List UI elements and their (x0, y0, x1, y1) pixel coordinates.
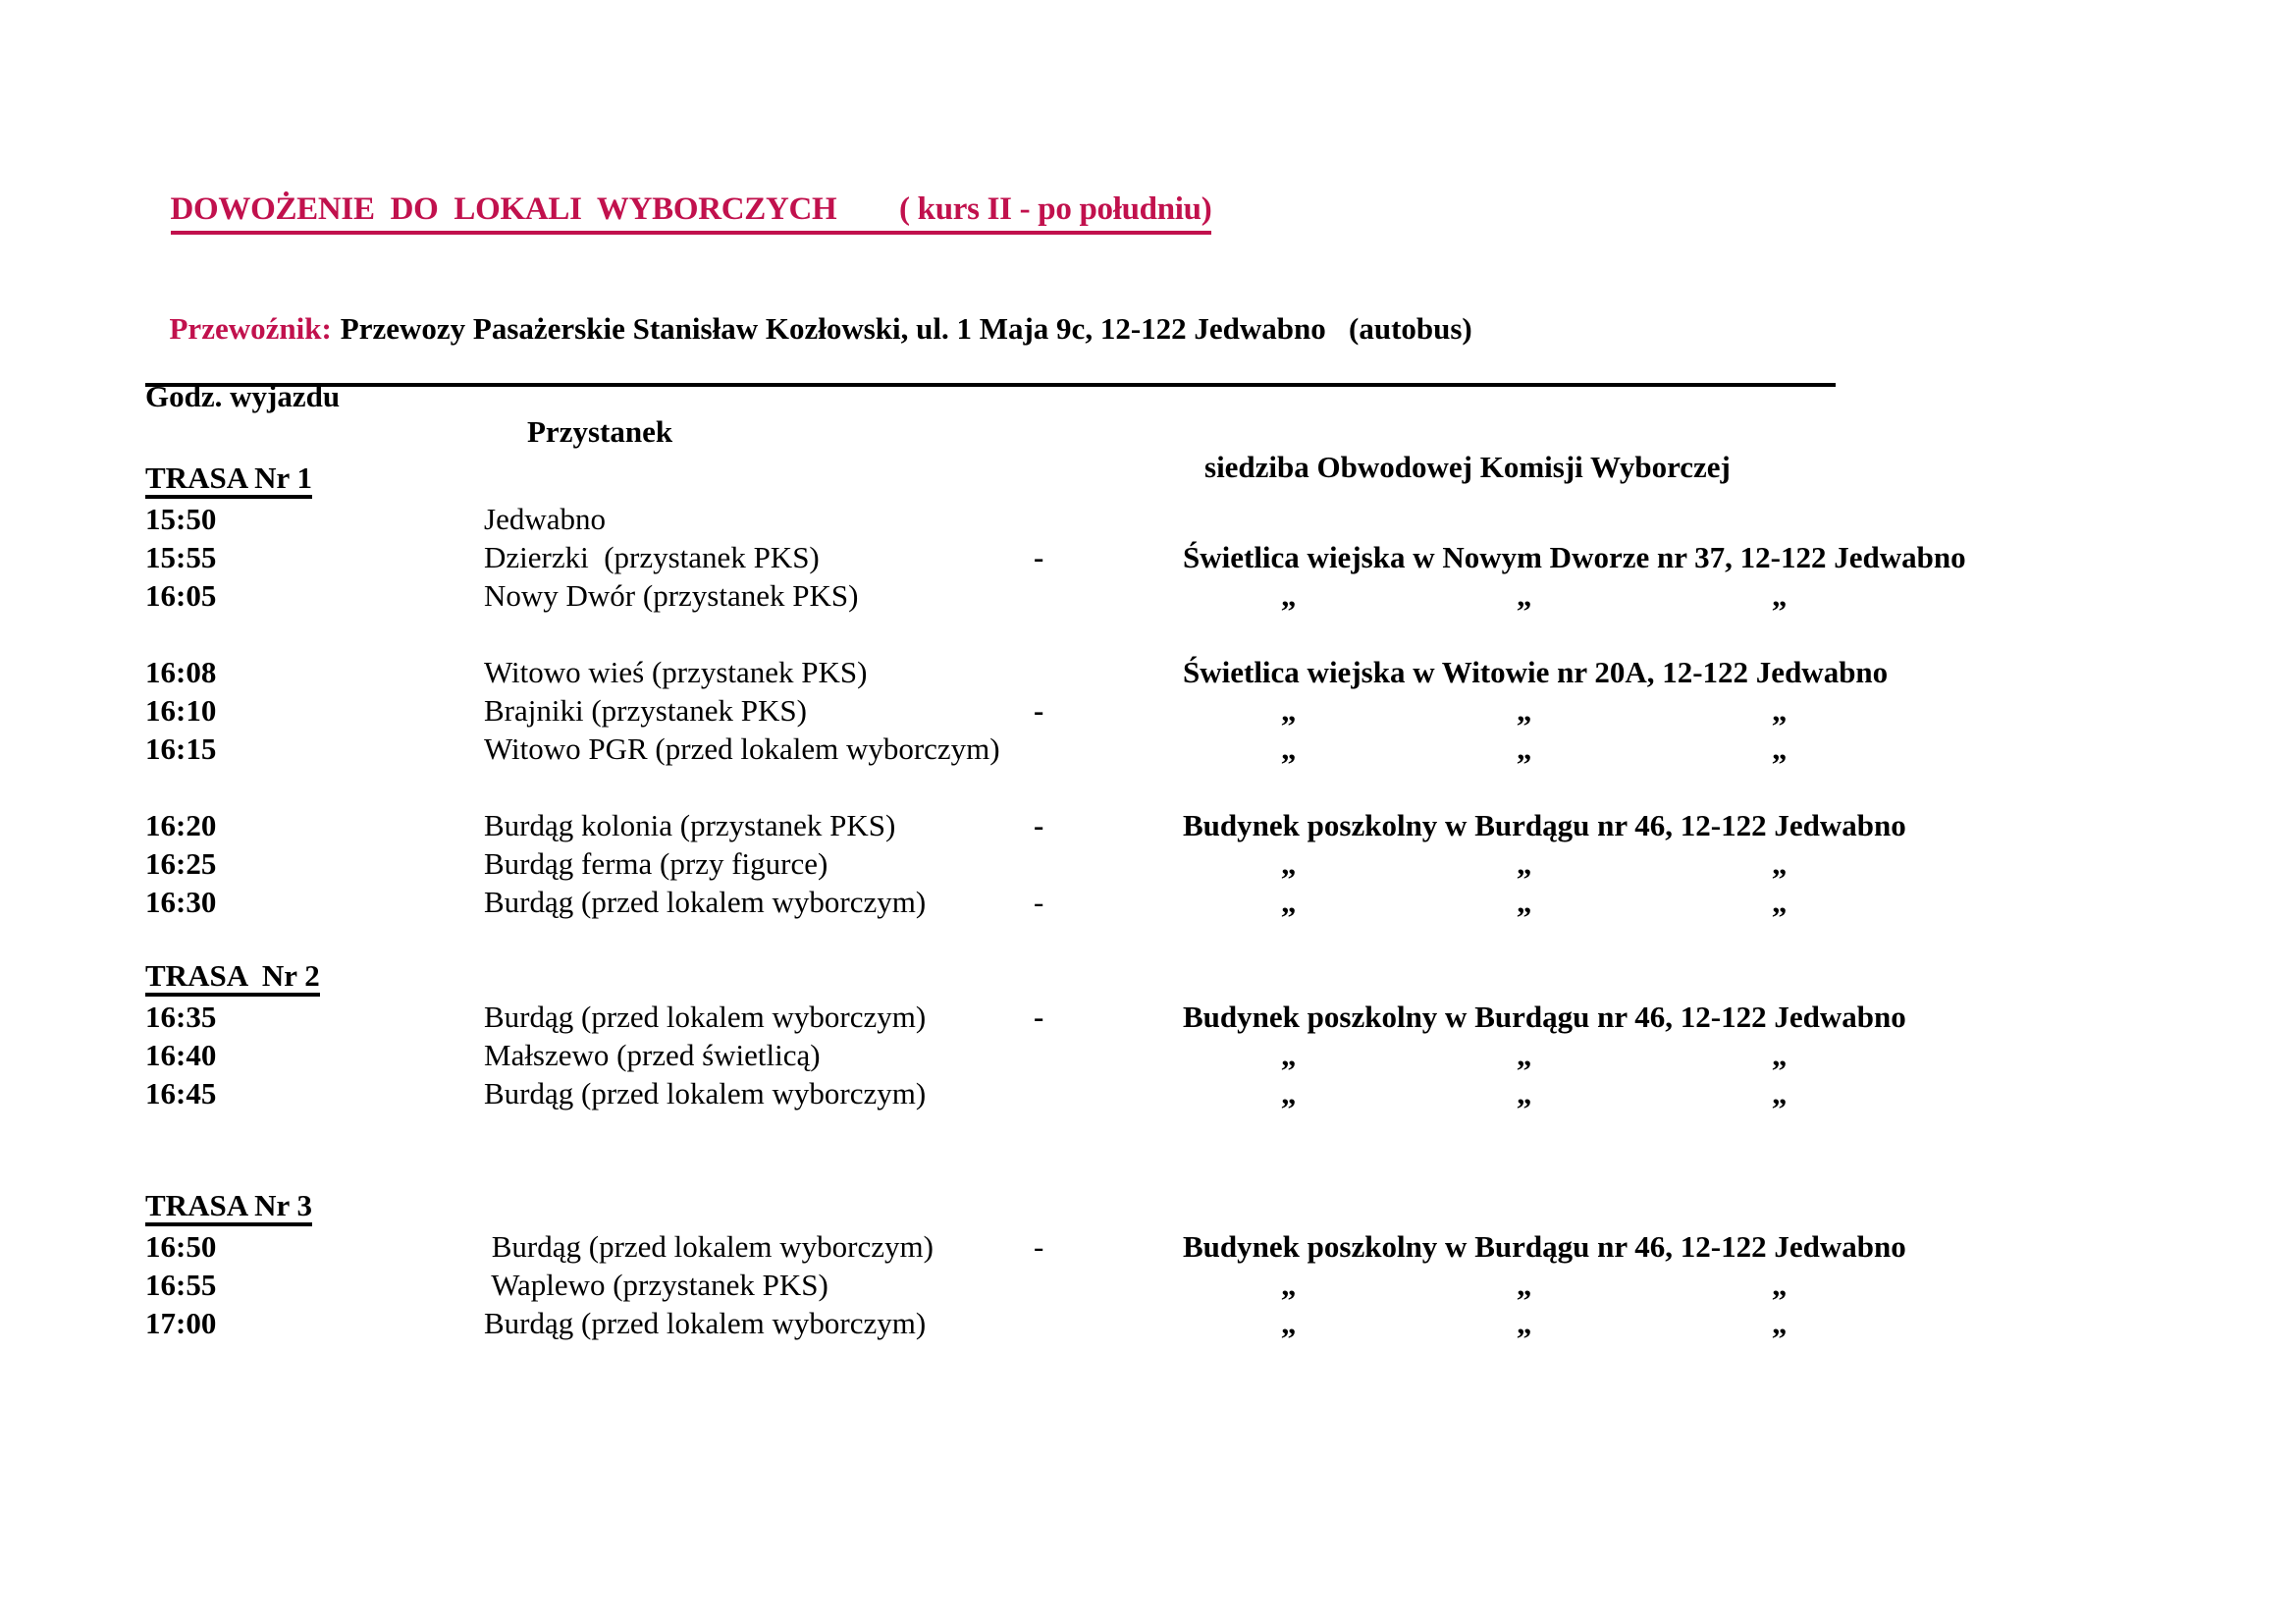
ditto-mark: „ (1281, 846, 1297, 881)
ditto-mark: „ (1281, 693, 1297, 728)
schedule-row (0, 691, 2296, 730)
departure-time: 16:45 (145, 1076, 217, 1110)
schedule-row (0, 730, 2296, 768)
header-col-departure-time: Godz. wyjazdu (145, 379, 341, 413)
carrier-line (154, 276, 1472, 347)
blank-row (0, 1151, 2296, 1189)
schedule-row (0, 883, 2296, 921)
committee-name: Budynek poszkolny w Burdągu nr 46, 12-122 Jedwabno (1183, 1229, 1906, 1264)
departure-time: 16:15 (145, 731, 217, 766)
ditto-mark: „ (1517, 1268, 1532, 1302)
route-heading: TRASA Nr 3 (145, 1189, 312, 1226)
ditto-mark: „ (1772, 1268, 1788, 1302)
committee-name: Świetlica wiejska w Nowym Dworze nr 37, 12-122 Jedwabno (1183, 540, 1966, 574)
schedule-row (0, 806, 2296, 844)
ditto-mark: „ (1772, 1306, 1788, 1340)
ditto-mark: „ (1517, 731, 1532, 766)
schedule-row (0, 1227, 2296, 1266)
stop-name: Jedwabno (484, 502, 606, 536)
ditto-mark: „ (1281, 1306, 1297, 1340)
stop-name: Burdąg (przed lokalem wyborczym) (484, 1306, 927, 1340)
separator-dash: - (1034, 808, 1044, 842)
blank-row (0, 1112, 2296, 1151)
stop-name: Burdąg (przed lokalem wyborczym) (484, 1000, 927, 1034)
ditto-mark: „ (1517, 1306, 1532, 1340)
separator-dash: - (1034, 540, 1044, 574)
ditto-mark: „ (1772, 1076, 1788, 1110)
ditto-mark: „ (1517, 885, 1532, 919)
stop-name: Burdąg (przed lokalem wyborczym) (484, 1076, 927, 1110)
ditto-mark: „ (1772, 578, 1788, 613)
ditto-mark: „ (1517, 846, 1532, 881)
page-title-text: DOWOŻENIE DO LOKALI WYBORCZYCH ( kurs II - po południu) (171, 191, 1212, 235)
schedule-row (0, 500, 2296, 538)
stop-name: Brajniki (przystanek PKS) (484, 693, 807, 728)
schedule-row (0, 1036, 2296, 1074)
ditto-mark: „ (1281, 731, 1297, 766)
stop-name: Witowo wieś (przystanek PKS) (484, 655, 868, 689)
routes-list (0, 461, 2296, 1342)
schedule-row (0, 576, 2296, 615)
departure-time: 16:05 (145, 578, 217, 613)
route-heading-row (0, 461, 2296, 500)
ditto-mark: „ (1772, 846, 1788, 881)
departure-time: 15:55 (145, 540, 217, 574)
ditto-mark: „ (1281, 885, 1297, 919)
stop-name: Burdąg (przed lokalem wyborczym) (484, 1229, 934, 1264)
ditto-mark: „ (1281, 578, 1297, 613)
stop-name: Burdąg (przed lokalem wyborczym) (484, 885, 927, 919)
carrier-label: Przewoźnik: (169, 311, 332, 346)
header-col-committee: siedziba Obwodowej Komisji Wyborczej (1204, 450, 1731, 484)
committee-name: Budynek poszkolny w Burdągu nr 46, 12-122 Jedwabno (1183, 1000, 1906, 1034)
ditto-mark: „ (1281, 1268, 1297, 1302)
schedule-row (0, 1266, 2296, 1304)
blank-row (0, 768, 2296, 806)
blank-row (0, 921, 2296, 959)
committee-name: Budynek poszkolny w Burdągu nr 46, 12-122 Jedwabno (1183, 808, 1906, 842)
page-title (154, 155, 1211, 235)
departure-time: 16:50 (145, 1229, 217, 1264)
ditto-mark: „ (1772, 885, 1788, 919)
stop-name: Nowy Dwór (przystanek PKS) (484, 578, 859, 613)
schedule-row (0, 538, 2296, 576)
departure-time: 15:50 (145, 502, 217, 536)
ditto-mark: „ (1772, 731, 1788, 766)
ditto-mark: „ (1517, 693, 1532, 728)
schedule-row (0, 844, 2296, 883)
separator-dash: - (1034, 1000, 1044, 1034)
route-heading: TRASA Nr 2 (145, 959, 320, 997)
committee-name: Świetlica wiejska w Witowie nr 20A, 12-122 Jedwabno (1183, 655, 1889, 689)
ditto-mark: „ (1517, 1076, 1532, 1110)
schedule-row (0, 998, 2296, 1036)
stop-name: Waplewo (przystanek PKS) (484, 1268, 828, 1302)
departure-time: 16:55 (145, 1268, 217, 1302)
separator-dash: - (1034, 693, 1044, 728)
ditto-mark: „ (1517, 1038, 1532, 1072)
schedule-row (0, 653, 2296, 691)
stop-name: Małszewo (przed świetlicą) (484, 1038, 821, 1072)
departure-time: 17:00 (145, 1306, 217, 1340)
route-heading: TRASA Nr 1 (145, 461, 312, 499)
ditto-mark: „ (1772, 1038, 1788, 1072)
departure-time: 16:25 (145, 846, 217, 881)
header-col-stop: Przystanek (527, 414, 673, 449)
schedule-row (0, 1304, 2296, 1342)
departure-time: 16:20 (145, 808, 217, 842)
stop-name: Dzierzki (przystanek PKS) (484, 540, 820, 574)
ditto-mark: „ (1517, 578, 1532, 613)
schedule-row (0, 1074, 2296, 1112)
departure-time: 16:30 (145, 885, 217, 919)
separator-dash: - (1034, 885, 1044, 919)
route-heading-row (0, 1189, 2296, 1227)
departure-time: 16:10 (145, 693, 217, 728)
stop-name: Witowo PGR (przed lokalem wyborczym) (484, 731, 1000, 766)
route-heading-row (0, 959, 2296, 998)
departure-time: 16:40 (145, 1038, 217, 1072)
ditto-mark: „ (1281, 1038, 1297, 1072)
ditto-mark: „ (1772, 693, 1788, 728)
separator-dash: - (1034, 1229, 1044, 1264)
departure-time: 16:35 (145, 1000, 217, 1034)
stop-name: Burdąg kolonia (przystanek PKS) (484, 808, 896, 842)
departure-time: 16:08 (145, 655, 217, 689)
stop-name: Burdąg ferma (przy figurce) (484, 846, 828, 881)
ditto-mark: „ (1281, 1076, 1297, 1110)
carrier-value: Przewozy Pasażerskie Stanisław Kozłowski, ul. 1 Maja 9c, 12-122 Jedwabno (autobus) (340, 311, 1472, 346)
blank-row (0, 615, 2296, 653)
